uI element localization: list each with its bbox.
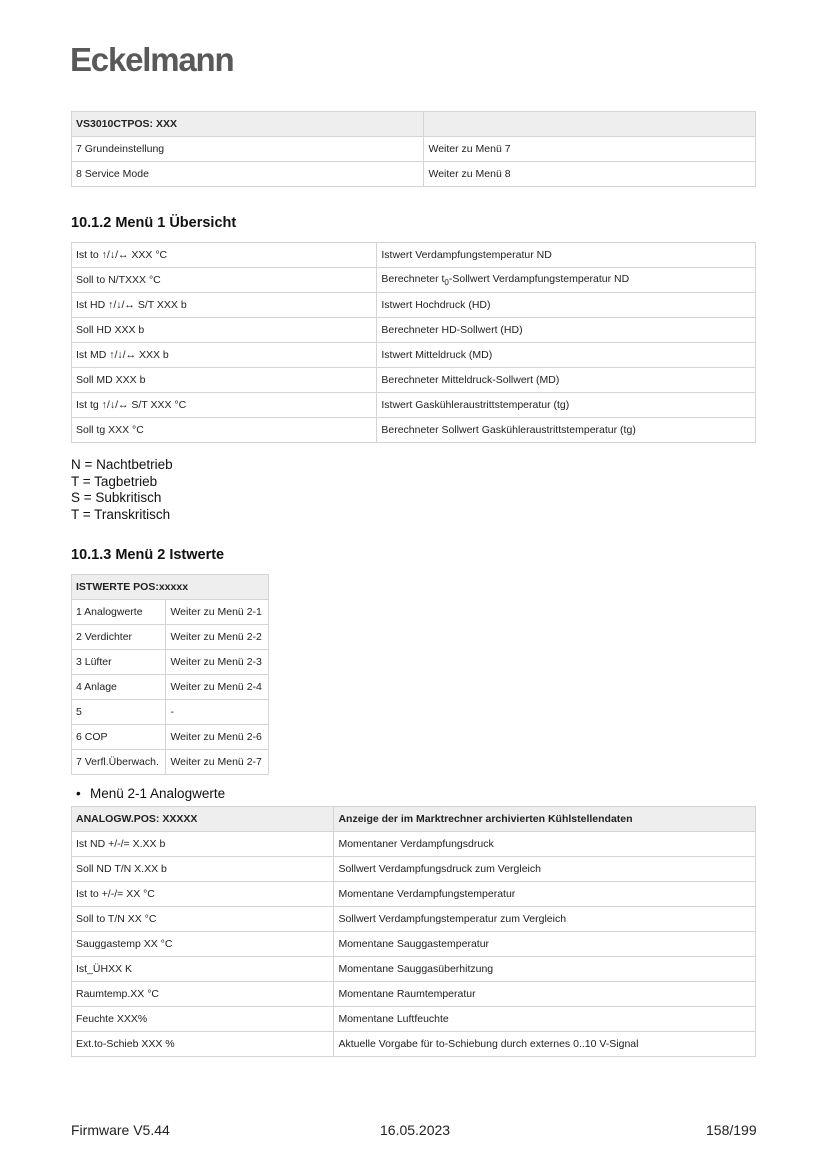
- table-row: [72, 982, 756, 1007]
- table-row: [72, 1007, 756, 1032]
- table-row: [72, 600, 269, 625]
- table-cell: [377, 268, 756, 293]
- table-cell: Momentane Sauggastemperatur: [334, 932, 756, 957]
- table-row: [72, 832, 756, 857]
- table-cell: Berechneter Sollwert Gaskühleraustrittstemperatur (tg): [377, 418, 756, 443]
- table-cell: -: [166, 700, 269, 725]
- table-cell: Ist to +/-/= XX °C: [72, 882, 334, 907]
- table-cell: Ist_ÜHXX K: [72, 957, 334, 982]
- legend-item: T = Transkritisch: [71, 507, 171, 523]
- table-header-row: [72, 575, 269, 600]
- table-header-cell: VS3010CTPOS: XXX: [72, 112, 424, 137]
- table-cell: Berechneter Mitteldruck-Sollwert (MD): [377, 368, 756, 393]
- table-cell: Soll ND T/N X.XX b: [72, 857, 334, 882]
- table-row: [72, 268, 756, 293]
- footer-page-number: 158/199: [706, 1122, 757, 1138]
- table-cell: Weiter zu Menü 2-1: [166, 600, 269, 625]
- table-row: [72, 343, 756, 368]
- table-cell: Weiter zu Menü 2-4: [166, 675, 269, 700]
- table-row: [72, 318, 756, 343]
- bullet-dot-icon: •: [76, 786, 81, 801]
- table-row: [72, 750, 269, 775]
- table-cell: Soll MD XXX b: [72, 368, 377, 393]
- table-cell: Ist to ↑/↓/↔ XXX °C: [72, 243, 377, 268]
- table-cell: Soll to N/TXXX °C: [72, 268, 377, 293]
- table-row: [72, 368, 756, 393]
- section-heading-menu1: 10.1.2 Menü 1 Übersicht: [71, 215, 237, 231]
- table-cell: Momentaner Verdampfungsdruck: [334, 832, 756, 857]
- table-cell: Aktuelle Vorgabe für to-Schiebung durch externes 0..10 V-Signal: [334, 1032, 756, 1057]
- table-cell: Momentane Luftfeuchte: [334, 1007, 756, 1032]
- section-heading-menu2: 10.1.3 Menü 2 Istwerte: [71, 547, 225, 563]
- table-cell: Ist tg ↑/↓/↔ S/T XXX °C: [72, 393, 377, 418]
- table-cell: Ist HD ↑/↓/↔ S/T XXX b: [72, 293, 377, 318]
- menu1-table: [71, 242, 756, 443]
- table-cell: Soll to T/N XX °C: [72, 907, 334, 932]
- footer-firmware: Firmware V5.44: [71, 1122, 170, 1138]
- table-cell: Soll HD XXX b: [72, 318, 377, 343]
- table-row: [72, 650, 269, 675]
- menu21-table: [71, 806, 756, 1057]
- legend-item: S = Subkritisch: [71, 490, 162, 506]
- table-cell: Weiter zu Menü 2-7: [166, 750, 269, 775]
- bullet-item: [76, 786, 225, 801]
- top-menu-table: [71, 111, 756, 187]
- table-row: [72, 857, 756, 882]
- table-cell: Sollwert Verdampfungsdruck zum Vergleich: [334, 857, 756, 882]
- table-cell: Soll tg XXX °C: [72, 418, 377, 443]
- table-row: [72, 162, 756, 187]
- legend-item: N = Nachtbetrieb: [71, 457, 173, 472]
- table-row: [72, 418, 756, 443]
- table-cell: Weiter zu Menü 8: [424, 162, 756, 187]
- table-cell: 7 Grundeinstellung: [72, 137, 424, 162]
- bullet-text: Menü 2-1 Analogwerte: [90, 786, 226, 801]
- table-header-cell: ISTWERTE POS:xxxxx: [72, 575, 269, 600]
- table-row: [72, 137, 756, 162]
- table-cell: 3 Lüfter: [72, 650, 166, 675]
- table-cell: Istwert Hochdruck (HD): [377, 293, 756, 318]
- table-cell: Sauggastemp XX °C: [72, 932, 334, 957]
- table-cell: 4 Anlage: [72, 675, 166, 700]
- table-row: [72, 293, 756, 318]
- table-cell: 5: [72, 700, 166, 725]
- table-cell: Istwert Verdampfungstemperatur ND: [377, 243, 756, 268]
- company-logo: Eckelmann: [70, 41, 234, 78]
- table-cell: 8 Service Mode: [72, 162, 424, 187]
- table-header-cell: ANALOGW.POS: XXXXX: [72, 807, 334, 832]
- table-cell: 7 Verfl.Überwach.: [72, 750, 166, 775]
- table-cell: 6 COP: [72, 725, 166, 750]
- table-cell: Weiter zu Menü 2-3: [166, 650, 269, 675]
- table-cell: Ext.to-Schieb XXX %: [72, 1032, 334, 1057]
- table-cell: Momentane Sauggasüberhitzung: [334, 957, 756, 982]
- table-row: [72, 700, 269, 725]
- table-header-cell: Anzeige der im Marktrechner archivierten Kühlstellendaten: [334, 807, 756, 832]
- table-cell: Ist MD ↑/↓/↔ XXX b: [72, 343, 377, 368]
- footer-date: 16.05.2023: [380, 1122, 451, 1138]
- table-cell: Ist ND +/-/= X.XX b: [72, 832, 334, 857]
- cell-text: -Sollwert Verdampfungstemperatur ND: [448, 272, 630, 285]
- table-header-row: [72, 112, 756, 137]
- table-row: [72, 932, 756, 957]
- subscript: 0: [444, 278, 449, 288]
- legend: [71, 457, 173, 524]
- cell-text: Berechneter t: [381, 272, 445, 285]
- table-cell: Weiter zu Menü 7: [424, 137, 756, 162]
- table-row: [72, 393, 756, 418]
- table-cell: Momentane Raumtemperatur: [334, 982, 756, 1007]
- table-cell: Berechneter HD-Sollwert (HD): [377, 318, 756, 343]
- table-cell: Raumtemp.XX °C: [72, 982, 334, 1007]
- table-row: [72, 882, 756, 907]
- table-header-row: [72, 807, 756, 832]
- table-cell: Sollwert Verdampfungstemperatur zum Vergleich: [334, 907, 756, 932]
- table-row: [72, 625, 269, 650]
- table-cell: Istwert Mitteldruck (MD): [377, 343, 756, 368]
- table-row: [72, 675, 269, 700]
- table-cell: 2 Verdichter: [72, 625, 166, 650]
- table-cell: Weiter zu Menü 2-6: [166, 725, 269, 750]
- table-row: [72, 907, 756, 932]
- table-cell: 1 Analogwerte: [72, 600, 166, 625]
- menu2-table: [71, 574, 269, 775]
- legend-item: T = Tagbetrieb: [71, 473, 158, 489]
- table-cell: Weiter zu Menü 2-2: [166, 625, 269, 650]
- table-cell: Istwert Gaskühleraustrittstemperatur (tg): [377, 393, 756, 418]
- table-header-cell: [424, 112, 756, 137]
- table-cell: Feuchte XXX%: [72, 1007, 334, 1032]
- table-row: [72, 1032, 756, 1057]
- table-cell: Momentane Verdampfungstemperatur: [334, 882, 756, 907]
- table-row: [72, 243, 756, 268]
- table-row: [72, 957, 756, 982]
- table-row: [72, 725, 269, 750]
